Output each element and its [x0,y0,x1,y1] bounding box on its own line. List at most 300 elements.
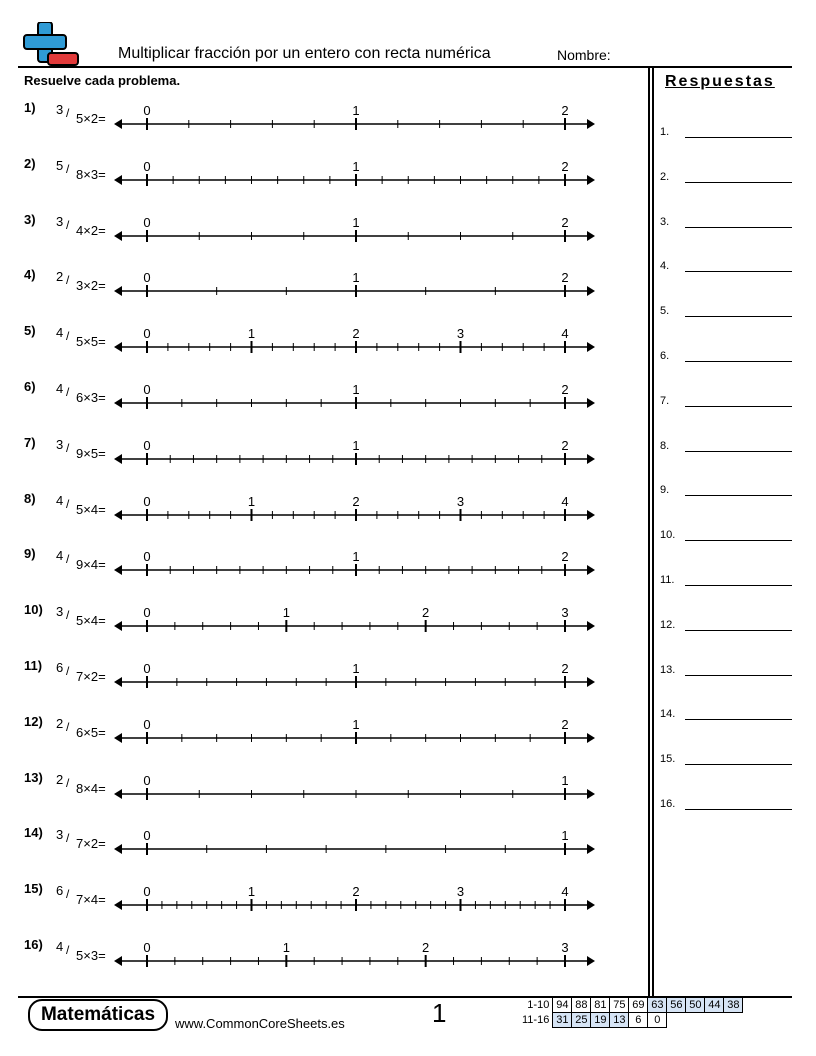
tick-label: 2 [422,940,430,955]
tick-label: 1 [352,158,360,174]
tick-label: 4 [561,493,569,509]
multiplier: 2 [90,836,99,852]
fraction-rest [76,781,106,796]
fraction-slash: / [66,887,70,902]
tick-label: 1 [352,716,360,732]
fraction-denominator: 9 [76,557,84,573]
tick-label: 1 [352,382,360,397]
tick-label: 2 [561,214,569,230]
times-sign: × [83,669,91,684]
brand-badge: Matemáticas [28,999,168,1031]
fraction-rest [76,111,106,126]
arrow-right-icon [587,900,595,910]
fraction-numerator: 6 [56,883,64,899]
equals-sign: = [98,501,106,517]
answer-blank[interactable] [685,809,792,810]
problem-number: 1) [24,100,36,115]
fraction-slash: / [66,161,70,176]
tick-label: 3 [456,326,465,342]
number-line [112,714,612,754]
name-label: Nombre: [557,47,611,63]
fraction-denominator: 5 [76,334,84,350]
answer-blank[interactable] [685,182,792,183]
times-sign: × [83,557,91,573]
equals-sign: = [98,836,106,852]
answer-number: 2. [660,170,670,183]
problem [22,491,602,531]
number-line [112,435,612,475]
tick-label: 1 [247,326,256,342]
problem [22,881,602,921]
number-line [112,658,612,698]
fraction-denominator: 7 [76,892,84,908]
tick-label: 2 [561,549,569,565]
answer-number: 1. [660,126,670,138]
answer-row [660,432,792,452]
fraction-slash: / [66,385,70,399]
fraction-slash: / [66,273,70,288]
arrow-right-icon [587,175,595,185]
fraction-rest [76,948,106,963]
tick-label: 1 [282,605,290,621]
problem-number: 13) [24,769,43,785]
arrow-right-icon [587,119,595,129]
answer-row [660,611,792,631]
score-cell: 50 [686,998,705,1013]
score-table [520,997,743,1028]
answer-number: 8. [660,439,670,452]
fraction-denominator: 4 [76,222,84,238]
arrow-left-icon [114,454,122,464]
equals-sign: = [98,334,106,350]
problem [22,267,602,307]
times-sign: × [83,836,91,852]
multiplier: 3 [90,390,99,405]
tick-label: 0 [143,214,151,230]
tick-label: 1 [247,884,256,900]
tick-label: 1 [561,772,569,788]
problem [22,714,602,754]
answer-number: 14. [660,708,676,721]
answer-number: 10. [660,529,676,542]
fraction-rest [76,502,106,517]
answer-blank[interactable] [685,406,792,407]
answer-number: 6. [660,350,670,362]
fraction-rest [76,557,106,572]
arrow-left-icon [114,900,122,910]
fraction-slash: / [66,106,70,120]
fraction-rest [76,334,106,349]
problem [22,770,602,810]
logo-plus-minus-icon [22,22,80,68]
score-row [520,998,743,1013]
answer-row [660,790,792,810]
answer-row [660,163,792,183]
times-sign: × [83,892,91,908]
tick-label: 3 [561,940,569,955]
fraction-slash: / [66,552,70,567]
number-line [112,379,612,419]
fraction-numerator: 5 [56,157,64,173]
arrow-right-icon [587,844,595,854]
multiplier: 2 [90,278,99,294]
problem [22,379,602,419]
tick-label: 1 [352,270,360,286]
multiplier: 4 [90,613,99,629]
fraction-numerator: 3 [56,827,64,843]
column-divider [652,68,654,996]
fraction-slash: / [66,217,70,232]
tick-label: 0 [143,437,151,453]
tick-label: 0 [143,661,151,676]
fraction-slash: / [66,496,70,511]
fraction-denominator: 5 [76,948,84,963]
tick-label: 1 [352,103,360,118]
answer-row [660,252,792,272]
answer-number: 11. [660,574,675,586]
problem [22,825,602,865]
number-line [112,937,612,977]
multiplier: 5 [90,724,99,740]
fraction-slash: / [66,440,70,455]
times-sign: × [83,445,91,461]
score-cell: 19 [591,1013,610,1028]
score-cell: 6 [629,1013,648,1028]
multiplier: 5 [90,334,99,350]
times-sign: × [83,166,91,182]
fraction-numerator: 4 [56,548,64,564]
arrow-right-icon [587,231,595,241]
arrow-left-icon [114,565,122,575]
answer-number: 15. [660,753,676,766]
answer-blank[interactable] [685,764,792,765]
score-range-label: 11-16 [522,1014,550,1026]
score-cell: 0 [648,1013,667,1028]
multiplier: 2 [90,669,99,684]
fraction-numerator: 3 [56,436,64,452]
problem [22,546,602,586]
problem [22,212,602,252]
equals-sign: = [98,669,106,684]
answer-blank[interactable] [685,316,792,317]
fraction-numerator: 3 [56,213,64,229]
times-sign: × [83,780,91,796]
problem [22,100,602,140]
answer-blank[interactable] [685,540,792,541]
multiplier: 5 [90,445,99,461]
equals-sign: = [98,390,106,405]
answer-number: 9. [660,484,670,497]
score-cell: 88 [572,998,591,1013]
tick-label: 2 [352,493,360,509]
equals-sign: = [98,278,106,294]
fraction-rest [76,390,106,405]
fraction-slash: / [66,831,70,846]
problem [22,937,602,977]
fraction-slash: / [66,775,70,790]
number-line [112,323,612,363]
arrow-left-icon [114,621,122,631]
equals-sign: = [98,892,106,908]
arrow-left-icon [114,677,122,687]
fraction-denominator: 8 [76,780,84,796]
fraction-slash: / [66,664,70,678]
worksheet-title: Multiplicar fracción por un entero con recta numérica [118,45,491,62]
tick-label: 3 [456,884,465,900]
fraction-denominator: 7 [76,836,84,852]
tick-label: 2 [422,605,430,621]
tick-label: 2 [561,661,569,676]
times-sign: × [83,222,91,238]
fraction-denominator: 6 [76,724,84,740]
answer-row [660,297,792,317]
tick-label: 0 [143,493,151,509]
tick-label: 0 [143,605,151,621]
answer-blank[interactable] [685,361,792,362]
problem-number: 4) [24,267,36,283]
number-line [112,770,612,810]
arrow-right-icon [587,621,595,631]
problem-number: 16) [24,937,43,952]
tick-label: 2 [561,716,569,732]
answer-blank[interactable] [685,495,792,496]
equals-sign: = [98,780,106,796]
arrow-right-icon [587,565,595,575]
times-sign: × [83,278,91,294]
arrow-left-icon [114,956,122,966]
tick-label: 2 [561,158,569,174]
problem [22,435,602,475]
score-cell: 69 [629,998,648,1013]
problem-number: 9) [24,546,36,562]
tick-label: 1 [352,214,360,230]
fraction-denominator: 9 [76,445,84,461]
fraction-numerator: 4 [56,325,64,341]
tick-label: 1 [561,828,569,844]
equals-sign: = [98,724,106,740]
tick-label: 0 [143,884,151,900]
arrow-left-icon [114,286,122,296]
tick-label: 0 [143,828,151,844]
tick-label: 2 [561,382,569,397]
tick-label: 2 [561,103,569,118]
arrow-right-icon [587,956,595,966]
number-line [112,267,612,307]
fraction-slash: / [66,329,70,344]
tick-label: 2 [561,270,569,286]
answer-blank[interactable] [685,271,792,272]
fraction-rest [76,167,106,182]
number-line [112,491,612,531]
arrow-left-icon [114,175,122,185]
answer-row [660,521,792,541]
page-number: 1 [432,998,447,1028]
fraction-denominator: 5 [76,501,84,517]
arrow-right-icon [587,510,595,520]
arrow-left-icon [114,231,122,241]
fraction-rest [76,892,106,907]
fraction-rest [76,446,106,461]
multiplier: 4 [90,780,99,796]
tick-label: 1 [352,661,360,676]
problem-number: 15) [24,881,43,897]
tick-label: 4 [561,884,569,900]
equals-sign: = [98,111,106,126]
score-cell: 81 [591,998,610,1013]
arrow-right-icon [587,342,595,352]
equals-sign: = [98,222,106,238]
tick-label: 0 [143,270,151,286]
fraction-numerator: 4 [56,939,64,954]
tick-label: 0 [143,940,151,955]
arrow-left-icon [114,510,122,520]
problem [22,156,602,196]
score-cell: 13 [610,1013,629,1028]
tick-label: 2 [352,326,360,342]
score-cell: 75 [610,998,629,1013]
arrow-right-icon [587,398,595,408]
answer-row [660,342,792,362]
answer-row [660,208,792,228]
problem [22,658,602,698]
problem-number: 7) [24,434,36,450]
fraction-denominator: 8 [76,166,84,182]
equals-sign: = [98,948,106,963]
fraction-numerator: 3 [56,102,64,117]
fraction-numerator: 4 [56,492,64,508]
fraction-numerator: 2 [56,269,64,285]
answer-number: 12. [660,618,676,631]
number-line [112,100,612,140]
arrow-right-icon [587,677,595,687]
answer-number: 3. [660,215,670,228]
arrow-left-icon [114,342,122,352]
problem-number: 11) [24,658,43,673]
answers-title: Respuestas [665,73,775,90]
tick-label: 4 [561,326,569,342]
answer-number: 4. [660,260,670,273]
problem-number: 5) [24,323,36,339]
problem-number: 3) [24,211,36,227]
tick-label: 1 [247,493,256,509]
answer-number: 16. [660,798,676,810]
multiplier: 3 [90,948,99,963]
times-sign: × [83,111,91,126]
answer-blank[interactable] [685,719,792,720]
fraction-numerator: 6 [56,660,64,675]
tick-label: 0 [143,716,151,732]
answer-blank[interactable] [685,227,792,228]
score-cell: 94 [553,998,572,1013]
problem-number: 12) [24,713,43,729]
answer-blank[interactable] [685,630,792,631]
header-divider [18,66,792,68]
times-sign: × [83,390,91,405]
tick-label: 3 [456,493,465,509]
tick-label: 0 [143,772,151,788]
problem-number: 2) [24,155,36,171]
problem-number: 14) [24,825,43,841]
number-line [112,546,612,586]
answer-row [660,566,792,586]
number-line [112,825,612,865]
tick-label: 0 [143,326,151,342]
tick-label: 2 [561,437,569,453]
tick-label: 2 [352,884,360,900]
tick-label: 1 [282,940,290,955]
fraction-rest [76,836,106,851]
multiplier: 2 [90,111,99,126]
times-sign: × [83,613,91,629]
arrow-left-icon [114,844,122,854]
problem-number: 10) [24,602,43,618]
fraction-rest [76,223,106,238]
tick-label: 1 [352,437,360,453]
tick-label: 1 [352,549,360,565]
answer-blank[interactable] [685,137,792,138]
arrow-right-icon [587,789,595,799]
equals-sign: = [98,166,106,182]
fraction-slash: / [66,719,70,734]
fraction-rest [76,278,106,293]
arrow-left-icon [114,398,122,408]
problem-number: 8) [24,490,36,506]
fraction-slash: / [66,608,70,623]
fraction-denominator: 5 [76,613,84,629]
fraction-slash: / [66,943,70,957]
fraction-denominator: 3 [76,278,84,294]
instructions: Resuelve cada problema. [24,73,181,88]
arrow-left-icon [114,789,122,799]
fraction-numerator: 4 [56,381,64,396]
tick-label: 0 [143,382,151,397]
multiplier: 4 [90,557,99,573]
multiplier: 4 [90,892,99,908]
score-cell: 44 [705,998,724,1013]
site-url: www.CommonCoreSheets.es [175,1016,345,1031]
equals-sign: = [98,445,106,461]
score-cell: 63 [648,998,667,1013]
fraction-rest [76,725,106,740]
answer-number: 13. [660,663,676,676]
score-row [520,1013,743,1028]
number-line [112,881,612,921]
score-cell: 38 [724,998,743,1013]
fraction-numerator: 3 [56,604,64,620]
fraction-denominator: 5 [76,111,84,126]
answer-row [660,387,792,407]
equals-sign: = [98,557,106,573]
answer-blank[interactable] [685,451,792,452]
answer-blank[interactable] [685,585,792,586]
tick-label: 0 [143,158,151,174]
score-range-label: 1-10 [527,999,550,1011]
answer-row [660,656,792,676]
tick-label: 0 [143,549,151,565]
answer-number: 5. [660,305,670,318]
fraction-numerator: 2 [56,771,64,787]
arrow-left-icon [114,733,122,743]
arrow-right-icon [587,286,595,296]
number-line [112,156,612,196]
arrow-right-icon [587,454,595,464]
answer-blank[interactable] [685,675,792,676]
answer-row [660,700,792,720]
score-cell: 25 [572,1013,591,1028]
times-sign: × [83,334,91,350]
fraction-rest [76,669,106,684]
multiplier: 4 [90,501,99,517]
